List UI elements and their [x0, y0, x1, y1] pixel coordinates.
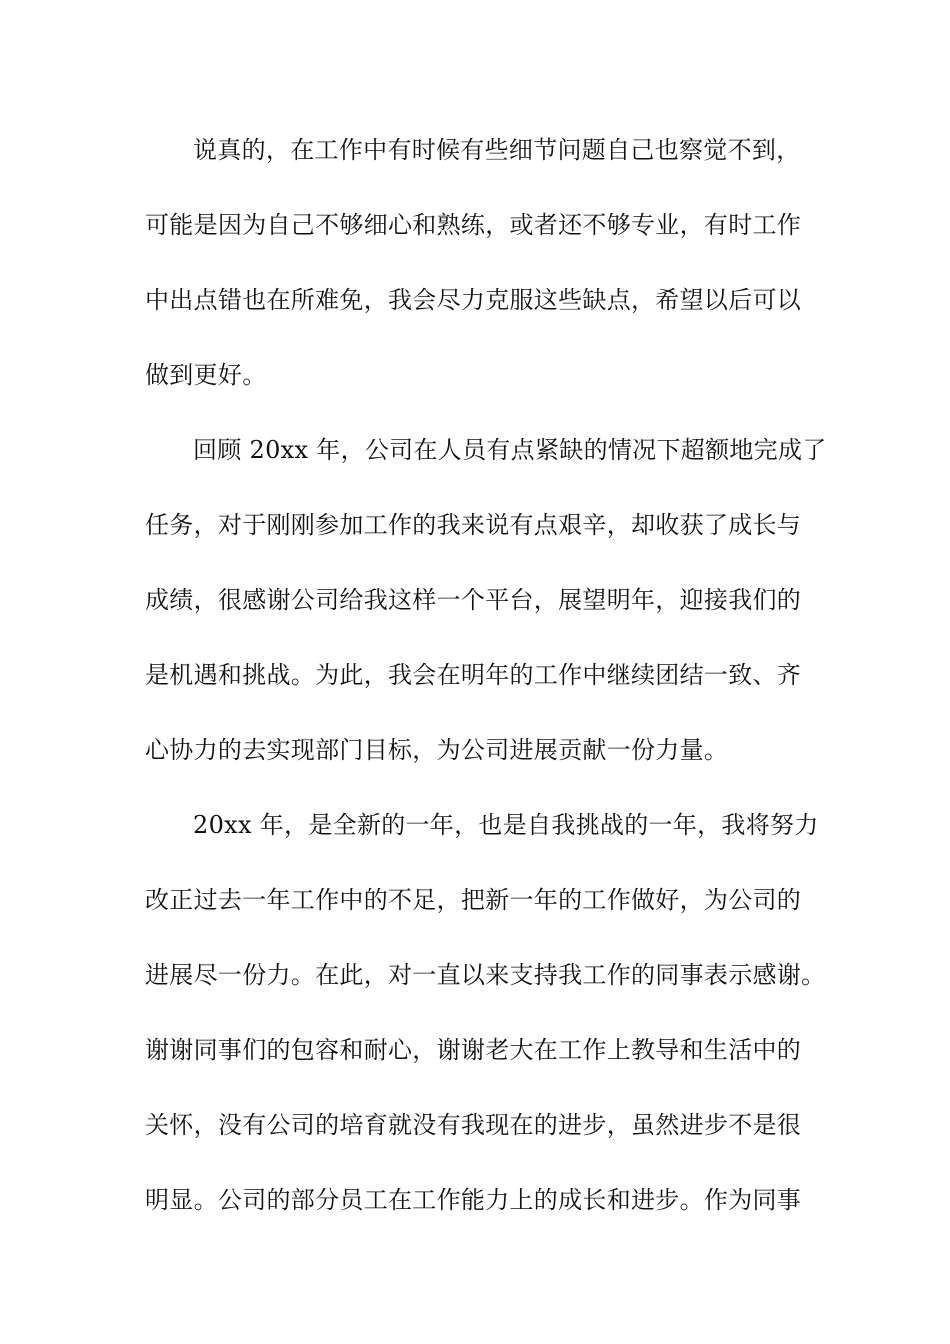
paragraph-3-line-5: 关怀，没有公司的培育就没有我现在的进步，虽然进步不是很 — [145, 1111, 802, 1139]
paragraph-1-line-1: 说真的，在工作中有时候有些细节问题自己也察觉不到， — [193, 136, 801, 164]
paragraph-1-line-4: 做到更好。 — [145, 361, 267, 389]
paragraph-2-line-3: 成绩，很感谢公司给我这样一个平台，展望明年，迎接我们的 — [145, 586, 802, 614]
paragraph-2-line-4: 是机遇和挑战。为此，我会在明年的工作中继续团结一致、齐 — [145, 661, 802, 689]
paragraph-3-line-1: 20xx 年，是全新的一年，也是自我挑战的一年，我将努力 — [193, 811, 819, 839]
paragraph-2-line-5: 心协力的去实现部门目标，为公司进展贡献一份力量。 — [145, 736, 729, 764]
paragraph-3-line-4: 谢谢同事们的包容和耐心，谢谢老大在工作上教导和生活中的 — [145, 1036, 802, 1064]
paragraph-1-line-2: 可能是因为自己不够细心和熟练，或者还不够专业，有时工作 — [145, 211, 802, 239]
paragraph-2-line-1: 回顾 20xx 年，公司在人员有点紧缺的情况下超额地完成了 — [193, 436, 827, 464]
paragraph-1-line-3: 中出点错也在所难免，我会尽力克服这些缺点，希望以后可以 — [145, 286, 802, 314]
paragraph-3-line-2: 改正过去一年工作中的不足，把新一年的工作做好，为公司的 — [145, 886, 802, 914]
paragraph-3-line-6: 明显。公司的部分员工在工作能力上的成长和进步。作为同事 — [145, 1186, 802, 1214]
paragraph-3-line-3: 进展尽一份力。在此，对一直以来支持我工作的同事表示感谢。 — [145, 961, 826, 989]
paragraph-2-line-2: 任务，对于刚刚参加工作的我来说有点艰辛，却收获了成长与 — [145, 511, 802, 539]
